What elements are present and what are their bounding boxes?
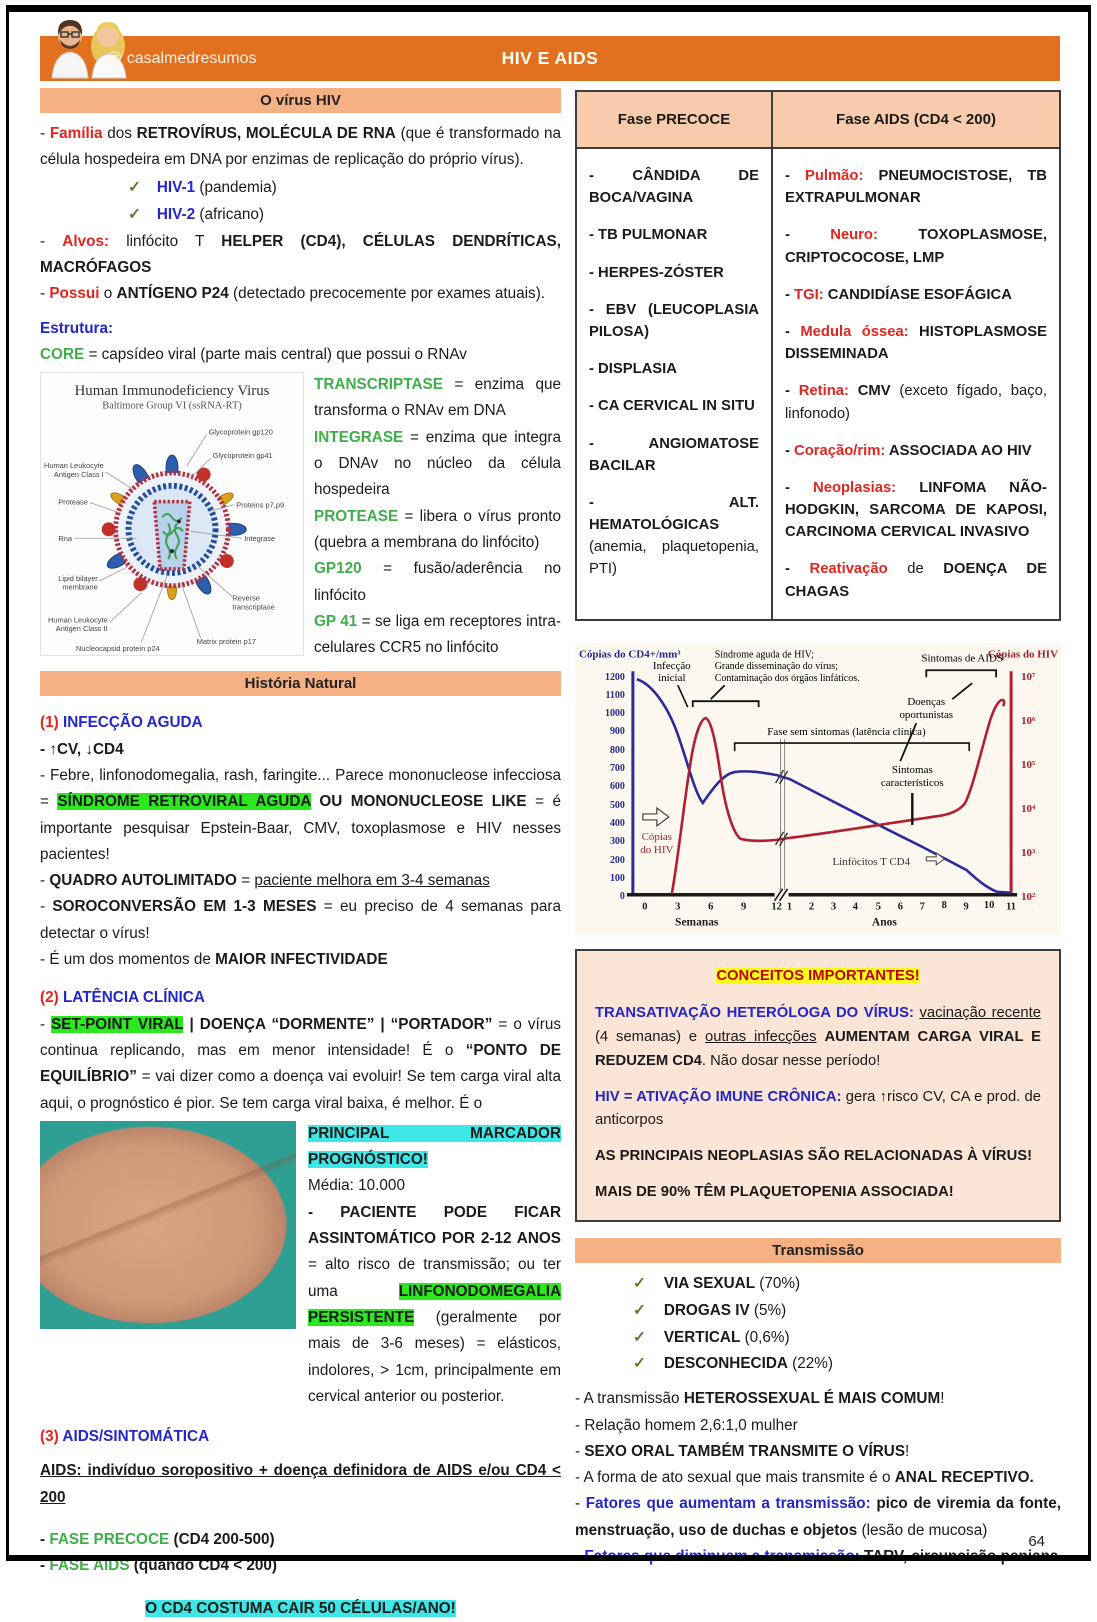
- cd4-curve: [637, 679, 1011, 893]
- paragraph-anal-receptivo: - A forma de ato sexual que mais transmite é o ANAL RECEPTIVO.: [575, 1469, 1034, 1487]
- svg-text:6: 6: [897, 901, 903, 913]
- svg-text:8: 8: [941, 899, 947, 911]
- highlight-cd4-queda: O CD4 COSTUMA CAIR 50 CÉLULAS/ANO!: [145, 1599, 456, 1617]
- paragraph-assintomatico: - PACIENTE PODE FICAR ASSINTOMÁTICO POR 2-12 ANOS = alto risco de transmissão; ou ter uma LINFONODOMEGALIA PERSISTENTE (geralmente por mais de 3-6 meses) = elásticos, indolores, > 1cm, principalmente em cervical anterior ou posterior.: [308, 1203, 561, 1405]
- svg-text:Human Leukocyte: Human Leukocyte: [44, 461, 104, 471]
- latencia-text: [308, 1121, 561, 1410]
- check-icon: ✓: [633, 1328, 646, 1346]
- check-label: DROGAS IV (5%): [663, 1301, 787, 1319]
- table-item: - CA CERVICAL IN SITU: [589, 398, 755, 415]
- svg-text:Proteins p7,p9: Proteins p7,p9: [236, 500, 285, 510]
- table-item: - CÂNDIDA DE BOCA/VAGINA: [589, 168, 759, 207]
- svg-text:Contaminação dos órgãos linfát: Contaminação dos órgãos linfáticos.: [714, 673, 860, 685]
- svg-text:Human Leukocyte: Human Leukocyte: [47, 615, 108, 625]
- svg-text:10⁵: 10⁵: [1021, 758, 1036, 771]
- svg-text:5: 5: [875, 901, 881, 913]
- paragraph-ativacao-imune: HIV = ATIVAÇÃO IMUNE CRÔNICA: gera ↑risco CV, CA e prod. de anticorpos: [595, 1088, 1042, 1129]
- svg-text:Grande disseminação do vírus;: Grande disseminação do vírus;: [714, 661, 838, 673]
- paragraph-aids-def: AIDS: indivíduo soropositivo + doença definidora de AIDS e/ou CD4 < 200: [40, 1462, 561, 1506]
- check-icon: ✓: [633, 1301, 646, 1319]
- svg-text:Human Immunodeficiency Virus: Human Immunodeficiency Virus: [74, 382, 270, 399]
- check-icon: ✓: [633, 1355, 646, 1373]
- svg-text:12: 12: [771, 901, 782, 913]
- paragraph-core: CORE = capsídeo viral (parte mais central) que possui o RNAv: [40, 345, 467, 363]
- svg-text:Reverse: Reverse: [232, 593, 260, 603]
- box-title: CONCEITOS IMPORTANTES!: [716, 967, 920, 984]
- enzyme-protease: PROTEASE = libera o vírus pronto (quebra a membrana do linfócito): [314, 507, 561, 551]
- annotation-sintomas: Sintomas: [891, 763, 933, 776]
- enzyme-gp120: GP120 = fusão/aderência no linfócito: [314, 560, 561, 604]
- svg-text:1: 1: [786, 901, 793, 913]
- svg-text:Baltimore Group VI (ssRNA-RT): Baltimore Group VI (ssRNA-RT): [102, 400, 242, 412]
- svg-text:500: 500: [609, 799, 625, 811]
- instagram-handle: @ casalmedresumos: [106, 50, 257, 67]
- svg-text:membrane: membrane: [62, 582, 98, 592]
- svg-text:0: 0: [619, 890, 625, 902]
- annotation-linfocitos: Linfócitos T CD4: [832, 855, 911, 868]
- table-item: - Retina: CMV (exceto fígado, baço, linfonodo): [785, 383, 1048, 422]
- svg-text:600: 600: [609, 780, 625, 792]
- svg-text:Integrase: Integrase: [244, 534, 276, 544]
- enzyme-gp41: GP 41 = se liga em receptores intra-celulares CCR5 no linfócito: [314, 612, 562, 657]
- structure-row: [40, 372, 561, 661]
- paragraph-transativacao: TRANSATIVAÇÃO HETERÓLOGA DO VÍRUS: vacinação recente (4 semanas) e outras infecções AUMENTAM CARGA VIRAL E REDUZEM CD4. Não dosar nesse período!: [595, 1005, 1041, 1069]
- check-label: VIA SEXUAL (70%): [663, 1275, 801, 1293]
- table-col-precoce: [577, 149, 773, 619]
- table-item: - Medula óssea: HISTOPLASMOSE DISSEMINADA: [785, 323, 1047, 363]
- table-item: - Coração/rim: ASSOCIADA AO HIV: [785, 442, 1032, 459]
- svg-text:Semanas: Semanas: [675, 916, 719, 929]
- annotation-doencas: Doenças: [907, 695, 946, 708]
- svg-text:Antigen Class II: Antigen Class II: [55, 624, 108, 634]
- svg-text:300: 300: [609, 835, 625, 847]
- svg-text:2: 2: [808, 901, 815, 913]
- svg-text:200: 200: [609, 854, 625, 866]
- heading-aids-sintomatica: (3) AIDS/SINTOMÁTICA: [40, 1428, 210, 1446]
- table-item: - Neoplasias: LINFOMA NÃO-HODGKIN, SARCOMA DE KAPOSI, CARCINOMA CERVICAL INVASIVO: [785, 479, 1047, 541]
- paragraph-fase-precoce: - FASE PRECOCE (CD4 200-500): [40, 1531, 275, 1549]
- svg-text:1100: 1100: [605, 689, 625, 701]
- svg-text:característicos: característicos: [880, 776, 944, 789]
- check-icon: ✓: [128, 178, 141, 196]
- table-item: - HERPES-ZÓSTER: [589, 264, 724, 281]
- paragraph-cv-cd4: - ↑CV, ↓CD4: [40, 740, 124, 758]
- annotation-infeccao: Infecção: [652, 660, 691, 673]
- check-label: HIV-2 (africano): [156, 206, 264, 224]
- paragraph-fatores-aumentam: - Fatores que aumentam a transmissão: pico de viremia da fonte, menstruação, uso de duchas e objetos (lesão de mucosa): [575, 1495, 1062, 1539]
- svg-text:6: 6: [708, 901, 714, 913]
- paragraph-fatores-diminuem: - Fatores que diminuem a transmissão: TARV, circuncisão peniana: [575, 1548, 1059, 1566]
- paragraph-media: Média: 10.000: [308, 1177, 405, 1195]
- table-item: - TB PULMONAR: [589, 227, 708, 244]
- heading-latencia: (2) LATÊNCIA CLÍNICA: [40, 989, 205, 1007]
- svg-text:900: 900: [609, 725, 625, 737]
- left-column: [40, 88, 561, 1622]
- svg-text:9: 9: [963, 901, 969, 913]
- enzyme-transcriptase: TRANSCRIPTASE = enzima que transforma o RNAv em DNA: [314, 376, 561, 420]
- hiv-virus-diagram: [40, 372, 304, 656]
- svg-text:4: 4: [852, 901, 859, 913]
- svg-text:Glycoprotein gp41: Glycoprotein gp41: [212, 451, 273, 461]
- paragraph-sexo-oral: - SEXO ORAL TAMBÉM TRANSMITE O VÍRUS!: [575, 1442, 910, 1460]
- svg-text:3: 3: [830, 901, 837, 913]
- svg-text:Matrix protein p17: Matrix protein p17: [196, 637, 257, 647]
- check-item-vertical: [575, 1325, 1061, 1352]
- section-header-transmissao: Transmissão: [575, 1238, 1061, 1263]
- svg-text:Antigen Class I: Antigen Class I: [53, 470, 104, 480]
- table-item: - EBV (LEUCOPLASIA PILOSA): [589, 301, 759, 340]
- paragraph-alvos: - Alvos: linfócito T HELPER (CD4), CÉLULAS DENDRÍTICAS, MACRÓFAGOS: [40, 232, 561, 276]
- table-item: - ANGIOMATOSE BACILAR: [589, 435, 759, 474]
- label-estrutura: Estrutura:: [40, 319, 114, 337]
- check-icon: ✓: [128, 206, 141, 224]
- table-item: - TGI: CANDIDÍASE ESOFÁGICA: [785, 286, 1012, 303]
- svg-text:100: 100: [609, 872, 625, 884]
- annotation-copias-hiv: Cópias: [641, 830, 673, 843]
- check-item-drogas: [575, 1298, 1061, 1325]
- check-item-via-sexual: [575, 1271, 1061, 1298]
- paragraph-soroconversao: - SOROCONVERSÃO EM 1-3 MESES = eu preciso de 4 semanas para detectar o vírus!: [40, 898, 562, 942]
- enzyme-integrase: INTEGRASE = enzima que integra o DNAv no núcleo da célula hospedeira: [314, 428, 561, 499]
- check-item-hiv1: [40, 174, 561, 202]
- svg-text:Lipid bilayer: Lipid bilayer: [58, 573, 98, 583]
- svg-text:Cópias do CD4+/mm³: Cópias do CD4+/mm³: [578, 648, 681, 661]
- check-label: DESCONHECIDA (22%): [663, 1355, 833, 1373]
- check-item-desconhecida: [575, 1351, 1061, 1378]
- section-header-virus: O vírus HIV: [40, 88, 561, 113]
- paragraph-setpoint: - SET-POINT VIRAL | DOENÇA “DORMENTE” | “PORTADOR” = o vírus continua replicando, mas em menor intensidade! É o “PONTO DE EQUILÍBRIO” = vai dizer como a doença vai evoluir! Se tem carga viral alta aqui, o prognóstico é pior. Se tem carga viral baixa, é melhor. É o: [40, 1015, 561, 1112]
- svg-text:7: 7: [919, 901, 925, 913]
- conceitos-importantes-box: [575, 949, 1061, 1222]
- fases-table: [575, 90, 1061, 621]
- table-item: - Neuro: TOXOPLASMOSE, CRIPTOCOCOSE, LMP: [785, 227, 1047, 266]
- page-number: 64: [1028, 1533, 1045, 1550]
- table-item: - Reativação de DOENÇA DE CHAGAS: [785, 561, 1047, 600]
- right-column: [575, 90, 1061, 1570]
- section-header-historia: História Natural: [40, 671, 561, 696]
- paragraph-fase-aids: - FASE AIDS (quando CD4 < 200): [40, 1557, 278, 1575]
- svg-text:10: 10: [983, 899, 995, 911]
- paragraph-febre: - Febre, linfonodomegalia, rash, faringite... Parece mononucleose infecciosa = SÍNDROME RETROVIRAL AGUDA OU MONONUCLEOSE LIKE = é importante pesquisar Epstein-Baar, CMV, toxoplasmose e HIV nesses pacientes!: [40, 767, 561, 863]
- highlight-marcador: PRINCIPAL MARCADOR PROGNÓSTICO!: [308, 1124, 561, 1169]
- svg-text:inicial: inicial: [658, 672, 686, 685]
- heading-infeccao-aguda: (1) INFECÇÃO AGUDA: [40, 714, 203, 732]
- table-header-aids: Fase AIDS (CD4 < 200): [773, 92, 1059, 149]
- paragraph-heterossexual: - A transmissão HETEROSSEXUAL É MAIS COMUM!: [575, 1390, 945, 1408]
- paragraph-possui: - Possui o ANTÍGENO P24 (detectado precocemente por exames atuais).: [40, 285, 546, 303]
- svg-text:10⁶: 10⁶: [1021, 714, 1036, 727]
- svg-text:0: 0: [642, 901, 648, 913]
- enzyme-list: [314, 372, 561, 661]
- svg-text:3: 3: [675, 901, 681, 913]
- natural-history-chart: [575, 643, 1061, 935]
- svg-text:Nucleocapsid protein p24: Nucleocapsid protein p24: [76, 644, 160, 654]
- svg-text:10⁷: 10⁷: [1021, 671, 1036, 684]
- arrow-right-icon: [643, 808, 669, 826]
- svg-text:11: 11: [1006, 901, 1017, 913]
- paragraph-quadro: - QUADRO AUTOLIMITADO = paciente melhora em 3-4 semanas: [40, 872, 490, 890]
- svg-text:10³: 10³: [1021, 846, 1036, 859]
- check-label: VERTICAL (0,6%): [663, 1328, 790, 1346]
- svg-text:Protease: Protease: [58, 497, 88, 507]
- svg-text:10²: 10²: [1021, 890, 1036, 903]
- annotation-sindrome: Síndrome aguda de HIV;: [714, 649, 814, 661]
- annotation-fase-sem-sintomas: Fase sem sintomas (latência clínica): [767, 725, 926, 738]
- check-label: HIV-1 (pandemia): [156, 178, 277, 196]
- svg-text:700: 700: [609, 762, 625, 774]
- table-item: - Pulmão: PNEUMOCISTOSE, TB EXTRAPULMONAR: [785, 168, 1047, 207]
- header-bar: [40, 36, 1060, 81]
- check-icon: ✓: [633, 1275, 646, 1293]
- paragraph-infectividade: - É um dos momentos de MAIOR INFECTIVIDADE: [40, 951, 388, 969]
- svg-text:Rna: Rna: [58, 534, 73, 544]
- check-item-hiv2: [40, 201, 561, 229]
- table-col-aids: [773, 149, 1059, 619]
- paragraph-familia: - Família dos RETROVÍRUS, MOLÉCULA DE RNA (que é transformado na célula hospedeira em DNA por enzimas de replicação do próprio vírus).: [40, 125, 561, 169]
- clinical-photo-lymphadenopathy: [40, 1121, 296, 1329]
- svg-text:transcriptase: transcriptase: [232, 602, 275, 612]
- page-title: HIV E AIDS: [501, 48, 599, 68]
- svg-text:Glycoprotein gp120: Glycoprotein gp120: [208, 427, 273, 437]
- svg-text:Anos: Anos: [871, 916, 897, 929]
- svg-text:9: 9: [741, 901, 747, 913]
- paragraph-plaquetopenia: MAIS DE 90% TÊM PLAQUETOPENIA ASSOCIADA!: [595, 1183, 954, 1200]
- table-header-precoce: Fase PRECOCE: [577, 92, 773, 149]
- svg-text:1000: 1000: [604, 707, 625, 719]
- svg-text:800: 800: [609, 744, 625, 756]
- svg-text:do HIV: do HIV: [640, 843, 674, 856]
- latencia-photo-row: [40, 1121, 561, 1410]
- svg-text:1200: 1200: [604, 672, 625, 684]
- svg-text:oportunistas: oportunistas: [899, 708, 954, 721]
- annotation-sintomas-aids: Sintomas de AIDS: [921, 652, 1004, 665]
- svg-text:Cópias do HIV: Cópias do HIV: [987, 648, 1059, 661]
- svg-text:400: 400: [609, 817, 625, 829]
- paragraph-neoplasias: AS PRINCIPAIS NEOPLASIAS SÃO RELACIONADAS À VÍRUS!: [595, 1147, 1033, 1164]
- svg-text:10⁴: 10⁴: [1021, 802, 1036, 815]
- table-item: - DISPLASIA: [589, 361, 677, 378]
- table-item: - ALT. HEMATOLÓGICAS (anemia, plaquetopenia, PTI): [589, 494, 759, 578]
- paragraph-relacao: - Relação homem 2,6:1,0 mulher: [575, 1416, 798, 1434]
